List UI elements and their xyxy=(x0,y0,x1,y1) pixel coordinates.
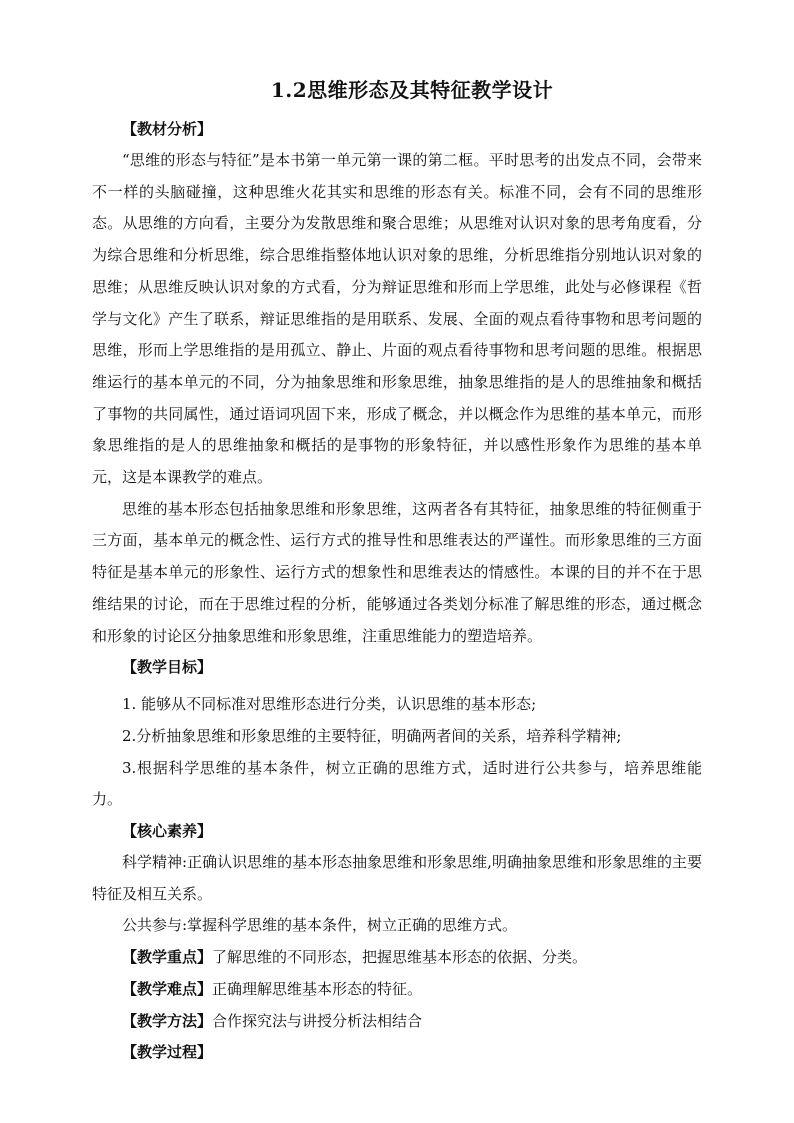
goal-item-2: 2.分析抽象思维和形象思维的主要特征，明确两者间的关系，培养科学精神; xyxy=(122,726,622,745)
method-heading: 【教学方法】 xyxy=(122,1011,213,1030)
section-heading-literacy: 【核心素养】 xyxy=(122,822,213,841)
goal-item-3: 3.根据科学思维的基本条件，树立正确的思维方式，适时进行公共参与，培养思维能力。 xyxy=(92,758,702,809)
analysis-paragraph-2: 思维的基本形态包括抽象思维和形象思维，这两者各有其特征，抽象思维的特征侧重于三方面，基本单元的概念性、运行方式的推导性和思维表达的严谨性。而形象思维的三方面特征是基本单元的形象性、运行方式的想象性和思维表达的情感性。本课的目的并不在于思维结果的讨论，而在于思维过程的分析，能够通过各类划分标准了解思维的形态，通过概念和形象的讨论区分抽象思维和形象思维，注重思维能力的塑造培养。 xyxy=(92,499,702,645)
difficulty-heading: 【教学难点】 xyxy=(122,979,213,998)
literacy-item-2: 公共参与:掌握科学思维的基本条件，树立正确的思维方式。 xyxy=(122,916,518,935)
literacy-item-1: 科学精神:正确认识思维的基本形态抽象思维和形象思维,明确抽象思维和形象思维的主要特征及相互关系。 xyxy=(92,853,702,903)
key-point-heading: 【教学重点】 xyxy=(122,948,213,967)
section-heading-goals: 【教学目标】 xyxy=(122,658,213,677)
goal-item-1: 1. 能够从不同标准对思维形态进行分类，认识思维的基本形态; xyxy=(122,695,537,714)
document-title: 1.2思维形态及其特征教学设计 xyxy=(270,78,554,102)
section-heading-process: 【教学过程】 xyxy=(122,1043,213,1062)
section-heading-analysis: 【教材分析】 xyxy=(122,120,213,138)
key-point-line xyxy=(92,942,702,974)
analysis-paragraph-1: “思维的形态与特征”是本书第一单元第一课的第二框。平时思考的出发点不同，会带来不一样的头脑碰撞，这种思维火花其实和思维的形态有关。标准不同，会有不同的思维形态。从思维的方向看，主要分为发散思维和聚合思维；从思维对认识对象的思考角度看，分为综合思维和分析思维，综合思维指整体地认识对象的思维，分析思维指分别地认识对象的思维；从思维反映认识对象的方式看，分为辩证思维和形而上学思维，此处与必修课程《哲学与文化》产生了联系，辩证思维指的是用联系、发展、全面的观点看待事物和思考问题的思维，形而上学思维指的是用孤立、静止、片面的观点看待事物和思考问题的思维。根据思维运行的基本单元的不同，分为抽象思维和形象思维，抽象思维指的是人的思维抽象和概括了事物的共同属性，通过语词巩固下来，形成了概念，并以概念作为思维的基本单元，而形象思维指的是人的思维抽象和概括的是事物的形象特征，并以感性形象作为思维的基本单元，这是本课教学的难点。 xyxy=(92,151,702,487)
difficulty-line xyxy=(92,974,702,1006)
key-point-text: 了解思维的不同形态，把握思维基本形态的依据、分类。 xyxy=(212,948,588,967)
difficulty-text: 正确理解思维基本形态的特征。 xyxy=(212,979,423,998)
document-body xyxy=(92,74,702,1068)
method-line xyxy=(92,1006,702,1038)
method-text: 合作探究法与讲授分析法相结合 xyxy=(212,1011,423,1030)
